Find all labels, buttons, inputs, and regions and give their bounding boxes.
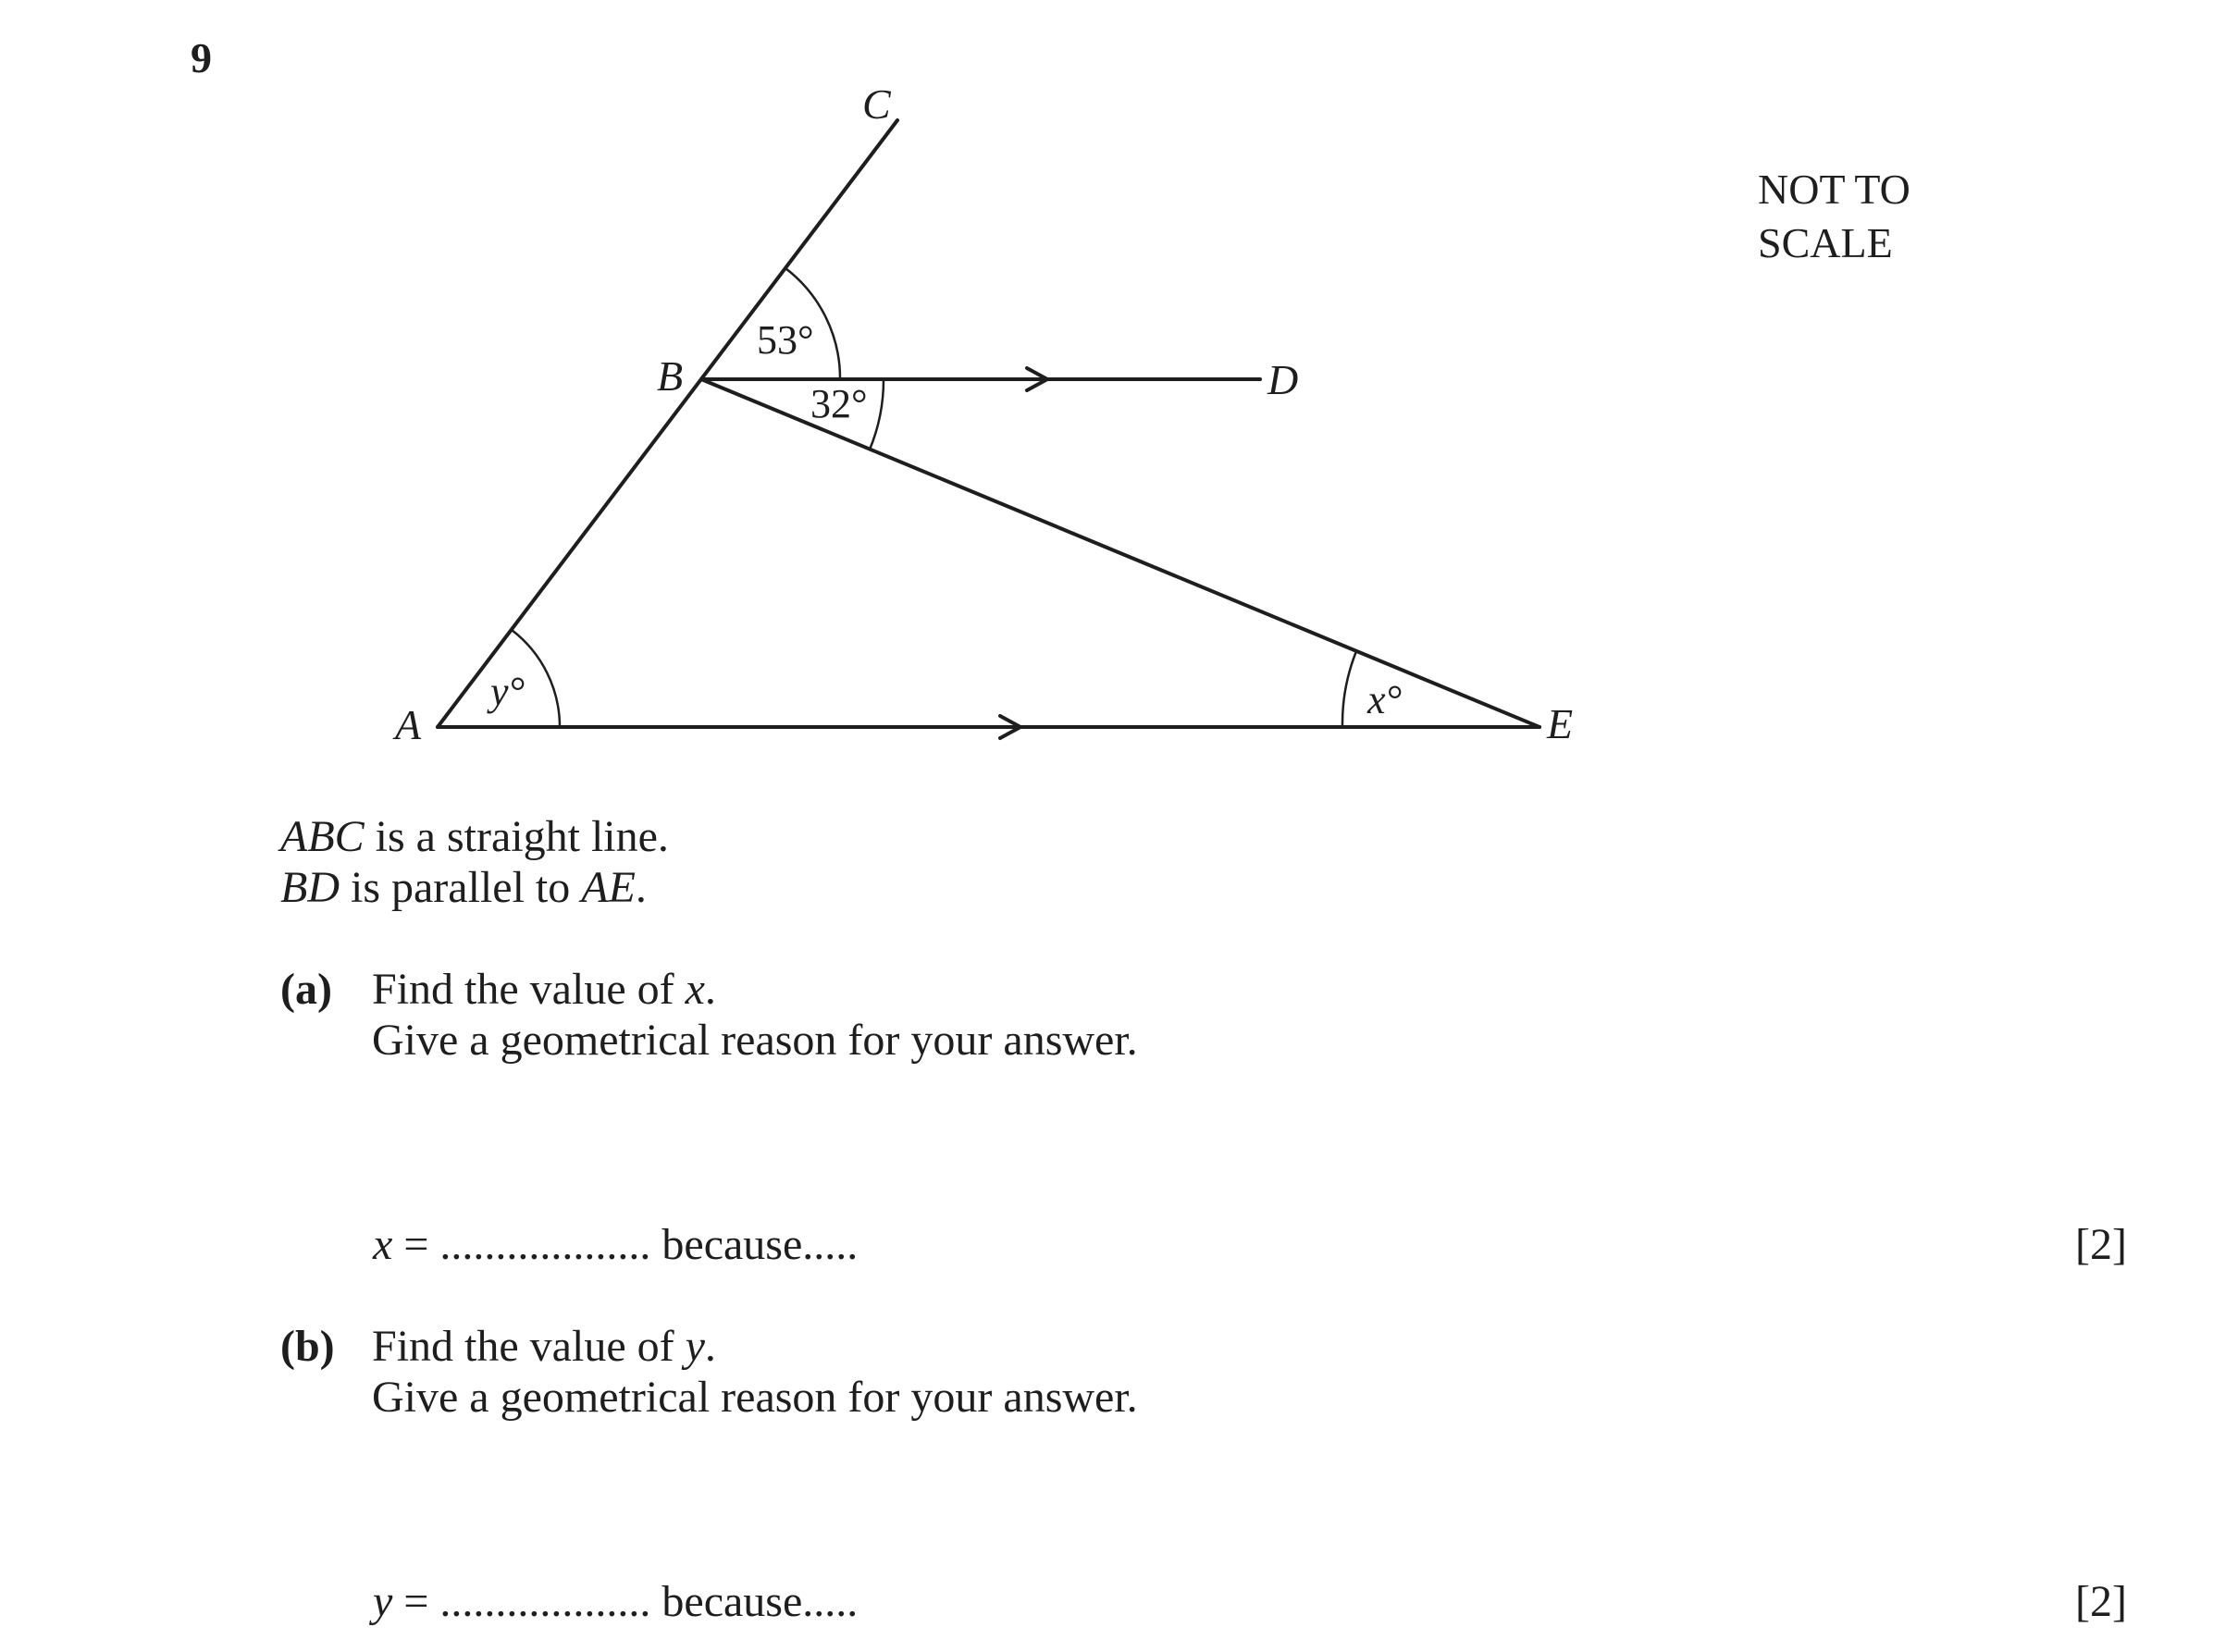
statement-end: . <box>635 863 647 912</box>
part-b-line1: Find the value of y. <box>372 1322 716 1371</box>
point-label-b: B <box>657 352 684 400</box>
line-be <box>701 379 1539 727</box>
angle-label-x: x° <box>1367 677 1403 722</box>
part-b-label: (b) <box>280 1322 335 1371</box>
statement-text: is parallel to <box>339 863 582 912</box>
part-b-line2: Give a geometrical reason for your answer. <box>372 1373 1138 1422</box>
part-b-answer-line[interactable]: y = ................... because..... <box>373 1577 859 1626</box>
answer-var-x: x <box>373 1220 393 1269</box>
answer-blank-y[interactable]: ................... <box>439 1577 651 1626</box>
angle-label-32: 32° <box>810 381 868 426</box>
point-label-e: E <box>1547 700 1574 747</box>
angle-arc-32 <box>870 379 884 450</box>
not-to-scale-line1: NOT TO <box>1758 166 1910 213</box>
point-label-a: A <box>395 701 422 748</box>
statement-parallel <box>280 862 647 913</box>
part-a-answer-line[interactable]: x = ................... because..... <box>373 1220 859 1269</box>
part-b-question <box>372 1321 1138 1423</box>
angle-label-53: 53° <box>757 317 814 363</box>
angle-label-y: y° <box>490 669 525 714</box>
part-b-marks: [2] <box>2075 1577 2127 1626</box>
point-label-d: D <box>1267 356 1299 403</box>
part-a-question <box>372 964 1138 1066</box>
answer-var-y: y <box>373 1577 393 1626</box>
var-bd: BD <box>280 863 340 912</box>
angle-arc-x <box>1342 651 1356 727</box>
statement-text: is a straight line. <box>364 812 669 861</box>
statement-straight-line <box>280 811 669 862</box>
reason-blank-x[interactable]: ..... <box>802 1220 859 1269</box>
var-abc: ABC <box>280 812 365 861</box>
point-label-c: C <box>862 80 891 128</box>
answer-blank-x[interactable]: ................... <box>439 1220 651 1269</box>
part-a-line1: Find the value of x. <box>372 965 716 1014</box>
question-number: 9 <box>191 34 212 81</box>
var-ae: AE <box>581 863 636 912</box>
part-a-marks: [2] <box>2075 1220 2127 1269</box>
reason-blank-y[interactable]: ..... <box>802 1577 859 1626</box>
part-a-line2: Give a geometrical reason for your answer. <box>372 1016 1138 1065</box>
part-a-label: (a) <box>280 965 332 1014</box>
not-to-scale-line2: SCALE <box>1758 219 1893 266</box>
